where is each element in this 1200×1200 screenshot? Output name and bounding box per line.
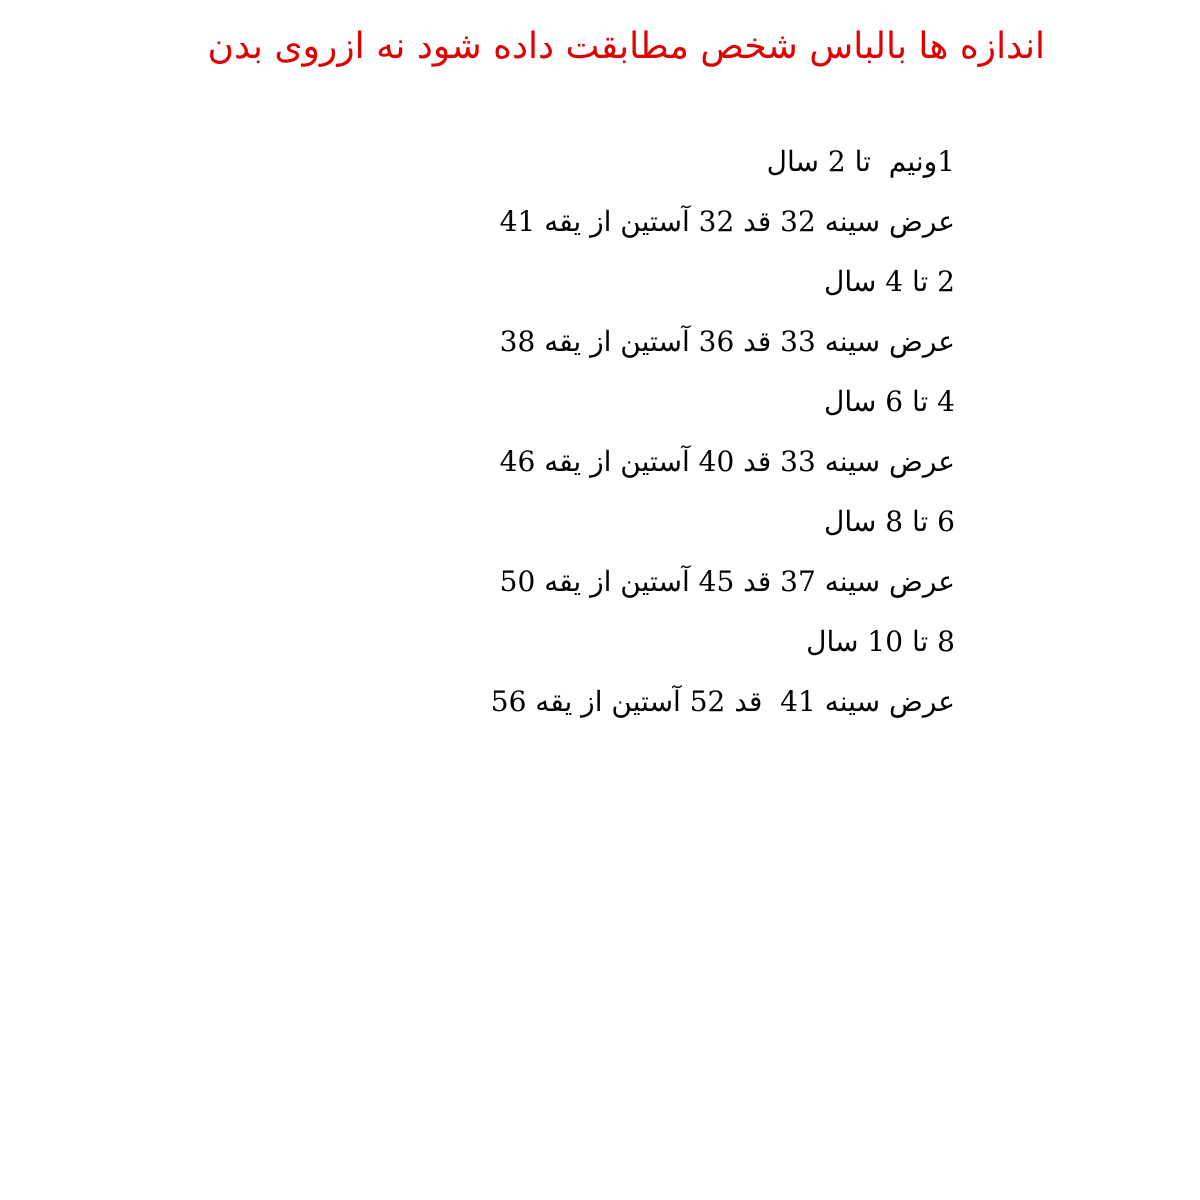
- measurements-line: عرض سینه 32 قد 32 آستین از یقه 41: [499, 205, 955, 238]
- measurements-line: عرض سینه 33 قد 36 آستین از یقه 38: [499, 325, 955, 358]
- age-range-line: 8 تا 10 سال: [806, 625, 955, 658]
- size-list: [491, 138, 955, 738]
- age-range-line: 1ونیم تا 2 سال: [766, 145, 955, 178]
- age-range-line: 4 تا 6 سال: [823, 385, 955, 418]
- measurements-line: عرض سینه 33 قد 40 آستین از یقه 46: [499, 445, 955, 478]
- page-title: اندازه ها بالباس شخص مطابقت داده شود نه ازروی بدن: [207, 26, 1045, 67]
- age-range-line: 6 تا 8 سال: [823, 505, 955, 538]
- measurements-line: عرض سینه 37 قد 45 آستین از یقه 50: [499, 565, 955, 598]
- measurements-line: عرض سینه 41 قد 52 آستین از یقه 56: [490, 685, 955, 718]
- age-range-line: 2 تا 4 سال: [823, 265, 955, 298]
